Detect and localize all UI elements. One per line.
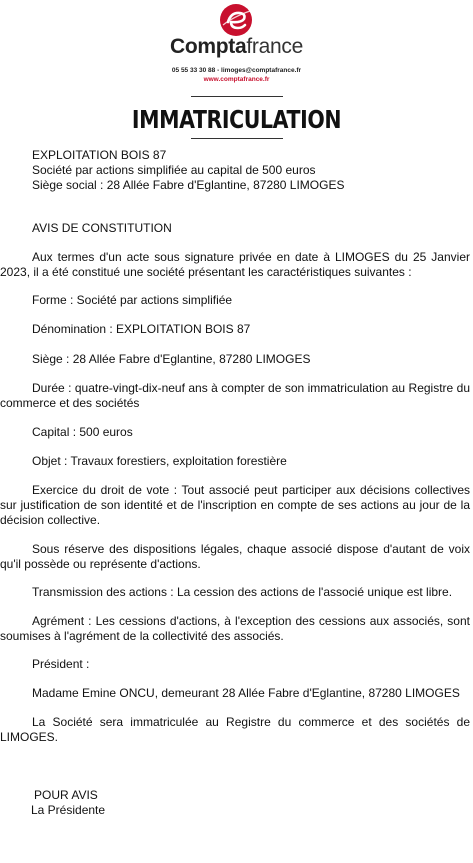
brand-name-part2: france [246,35,303,58]
signature-pour-avis: POUR AVIS [34,788,98,802]
brand-name-part1: Compta [170,35,247,58]
paragraph-objet: Objet : Travaux forestiers, exploitation forestière [32,454,287,468]
notice-heading: AVIS DE CONSTITUTION [32,221,172,235]
paragraph-capital: Capital : 500 euros [32,425,133,439]
paragraph-registration: La Société sera immatriculée au Registre du commerce et des sociétés de LIMOGES. [0,715,470,744]
paragraph-siege: Siège : 28 Allée Fabre d'Eglantine, 87280 LIMOGES [32,352,311,366]
paragraph-denomination: Dénomination : EXPLOITATION BOIS 87 [32,322,251,336]
paragraph-president: Madame Emine ONCU, demeurant 28 Allée Fabre d'Eglantine, 87280 LIMOGES [32,686,460,700]
page-title: IMMATRICULATION [131,105,342,134]
company-capital-line: Société par actions simplifiée au capital de 500 euros [32,163,316,177]
company-siege-line: Siège social : 28 Allée Fabre d'Eglantine, 87280 LIMOGES [32,178,345,192]
paragraph-transmission: Transmission des actions : La cession des actions de l'associé unique est libre. [32,585,453,599]
paragraph-vote: Exercice du droit de vote : Tout associé peut participer aux décisions collectives sur justification de son identité et de l'inscription en compte de ses actions au jour de la décision collective. [0,483,470,527]
header-divider-bottom [191,138,283,139]
paragraph-forme: Forme : Société par actions simplifiée [32,293,233,307]
signature-presidente: La Présidente [31,803,106,817]
website-link[interactable]: www.comptafrance.fr [203,76,270,83]
paragraph-president-label: Président : [32,657,90,671]
contact-line: 05 55 33 30 88 - limoges@comptafrance.fr [171,67,302,74]
paragraph-intro: Aux termes d'un acte sous signature privée en date à LIMOGES du 25 Janvier 2023, il a été constitué une société présentant les caractéristiques suivantes : [0,250,470,279]
paragraph-agrement: Agrément : Les cessions d'actions, à l'exception des cessions aux associés, sont soumises à l'agrément de la collectivité des associés. [0,614,470,643]
header-divider-top [191,96,283,97]
publication-header [0,0,473,140]
brand-name [0,34,473,60]
company-name: EXPLOITATION BOIS 87 [32,148,167,162]
paragraph-reserve: Sous réserve des dispositions légales, chaque associé dispose d'autant de voix qu'il possède ou représente d'actions. [0,542,470,571]
comptafrance-e-logo-icon [219,3,253,37]
paragraph-duree: Durée : quatre-vingt-dix-neuf ans à compter de son immatriculation au Registre du commerce et des sociétés [0,381,470,410]
